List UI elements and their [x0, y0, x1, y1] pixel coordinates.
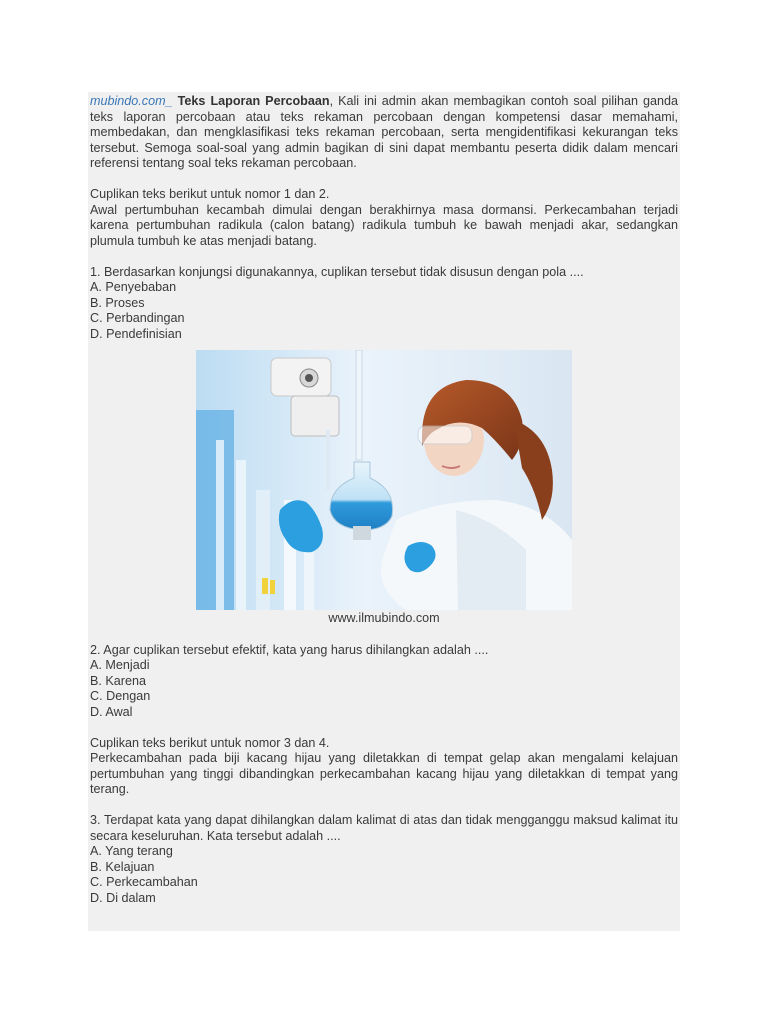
question-2-option-c: C. Dengan: [90, 689, 151, 703]
intro-paragraph: [90, 94, 678, 172]
question-2-option-b: B. Karena: [90, 673, 147, 688]
document-page: [88, 92, 680, 931]
site-link[interactable]: mubindo.com_: [90, 94, 173, 108]
excerpt-1-heading: Cuplikan teks berikut untuk nomor 1 dan 2.: [90, 187, 330, 201]
question-1-option-c: C. Perbandingan: [90, 311, 185, 325]
question-3-option-d: D. Di dalam: [90, 890, 156, 905]
article-title: Teks Laporan Percobaan: [177, 94, 330, 108]
question-1-option-d: D. Pendefinisian: [90, 326, 182, 341]
question-3-option-b: B. Kelajuan: [90, 859, 155, 874]
figure-caption: www.ilmubindo.com: [328, 611, 440, 625]
question-1: 1. Berdasarkan konjungsi digunakannya, cuplikan tersebut tidak disusun dengan pola ....: [90, 264, 584, 279]
question-2-option-a: A. Menjadi: [90, 658, 150, 672]
intro-text: , Kali ini admin akan membagikan contoh soal pilihan ganda teks laporan percobaan atau teks rekaman percobaan dengan kompetensi dasar memahami, membedakan, dan mengklasifikasi teks rekaman percobaan, serta mengidentifikasi kekurangan teks tersebut. Semoga soal-soal yang admin bagikan di sini dapat membantu peserta didik dalam mencari referensi tentang soal teks rekaman percobaan.: [90, 94, 679, 170]
question-3: 3. Terdapat kata yang dapat dihilangkan dalam kalimat di atas dan tidak mengganggu maksud kalimat itu secara keseluruhan. Kata tersebut adalah ....: [90, 813, 678, 843]
question-3-option-a: A. Yang terang: [90, 844, 173, 858]
question-1-option-b: B. Proses: [90, 295, 145, 310]
lab-scientist-photo: [196, 350, 572, 610]
figure: [90, 350, 678, 627]
question-3-option-c: C. Perkecambahan: [90, 875, 198, 889]
lab-scientist-illustration: [196, 350, 572, 610]
article-body: [88, 92, 680, 906]
question-2: 2. Agar cuplikan tersebut efektif, kata yang harus dihilangkan adalah ....: [90, 642, 489, 657]
excerpt-2-text: Perkecambahan pada biji kacang hijau yang diletakkan di tempat gelap akan mengalami kelajuan pertumbuhan yang tinggi dibandingkan perkecambahan kacang hijau yang diletakkan di tempat yang terang.: [90, 751, 678, 796]
excerpt-2-heading: Cuplikan teks berikut untuk nomor 3 dan 4.: [90, 735, 330, 750]
question-1-option-a: A. Penyebaban: [90, 280, 177, 294]
question-2-option-d: D. Awal: [90, 704, 133, 719]
excerpt-1-text: Awal pertumbuhan kecambah dimulai dengan berakhirnya masa dormansi. Perkecambahan terjadi karena pertumbuhan radikula (calon batang) radikula tumbuh ke bawah menjadi akar, sedangkan plumula tumbuh ke atas menjadi batang.: [90, 202, 678, 248]
